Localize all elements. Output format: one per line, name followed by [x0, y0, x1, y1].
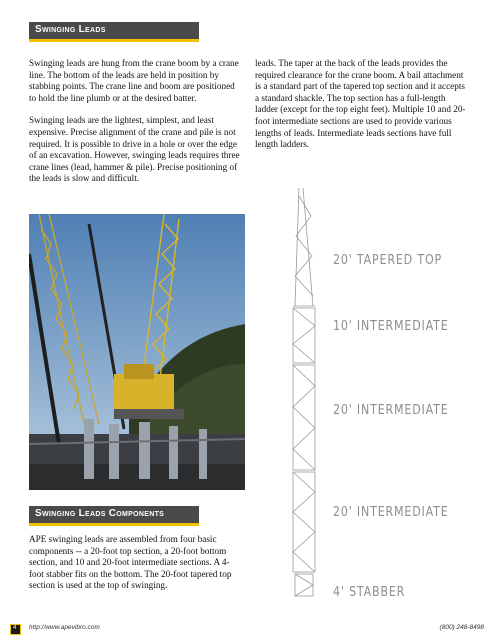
components-text: [29, 534, 244, 603]
section-title: Swinging Leads: [35, 24, 106, 35]
diagram-label: 20' INTERMEDIATE: [333, 402, 449, 418]
page-number-badge: [10, 624, 21, 635]
footer-url[interactable]: http://www.apevibro.com: [29, 624, 100, 631]
crane-photo-illustration: [29, 214, 245, 490]
page-number: 4: [13, 625, 17, 631]
crane-photo: [29, 214, 245, 490]
diagram-label: 10' INTERMEDIATE: [333, 318, 449, 334]
right-column-text: [255, 58, 470, 162]
paragraph: leads. The taper at the back of the leads provides the required clearance for the crane boom. A bail attachment is a standard part of the tapered top section and it accepts a standard shackle. The top section has a full-length ladder (except for the top eight feet). Multiple 10 and 20-foot intermediate sections are used to provide various lengths of leads. Intermediate leads sections have full length ladders.: [255, 58, 466, 150]
diagram-label: 20' TAPERED TOP: [333, 252, 442, 268]
section-title: Swinging Leads Components: [35, 508, 165, 519]
left-column-text: [29, 58, 244, 196]
leads-drawing: [285, 186, 325, 606]
section-header-swinging-leads: [29, 22, 199, 42]
paragraph: APE swinging leads are assembled from four basic components -- a 20-foot top section, a 20-foot bottom section, and 10 and 20-foot intermediate sections. A 4-foot stabber fits on the bottom. The 20-foot tapered top section is used at the top of swinging.: [29, 534, 232, 591]
section-header-components: [29, 506, 199, 526]
paragraph: Swinging leads are the lightest, simplest, and least expensive. Precise alignment of the crane and pile is not required. It is possible to drive in a hole or over the edge of an excavation. However, swinging leads requires three crane lines (lead, hammer & pile). Precise positioning of the leads is slow and difficult.: [29, 115, 240, 184]
diagram-label: 20' INTERMEDIATE: [333, 504, 449, 520]
paragraph: Swinging leads are hung from the crane boom by a crane line. The bottom of the leads are held in position by stabbing points. The crane line and boom are positioned to hold the line plumb or at the desired batter.: [29, 58, 239, 103]
diagram-label: 4' STABBER: [333, 584, 406, 600]
leads-diagram: [285, 186, 470, 606]
footer-phone: (800) 248-8498: [439, 624, 484, 631]
